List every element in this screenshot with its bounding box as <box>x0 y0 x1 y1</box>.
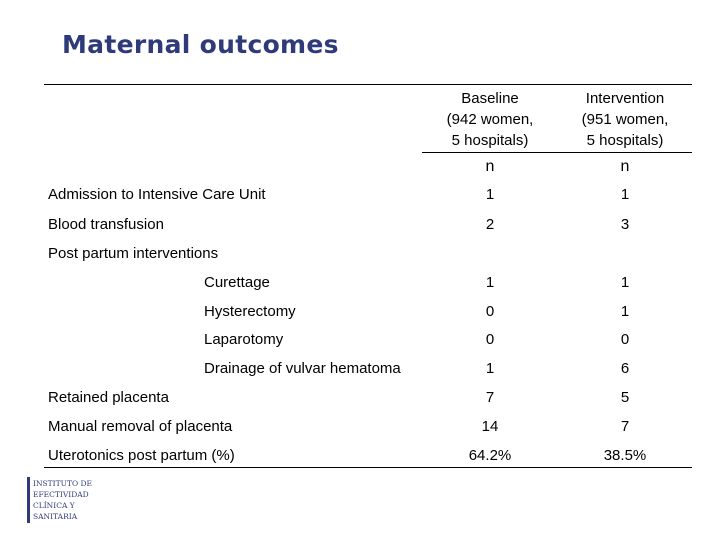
row-label: Blood transfusion <box>48 216 164 233</box>
row-label: Manual removal of placenta <box>48 418 233 435</box>
column-header-baseline <box>430 88 550 151</box>
table-row <box>0 331 720 353</box>
table-row <box>0 303 720 325</box>
svg-text:EFECTIVIDAD: EFECTIVIDAD <box>33 490 89 499</box>
row-label: Laparotomy <box>204 331 284 348</box>
table-row <box>0 216 720 238</box>
intervention-header-line2: (951 women, <box>581 111 669 128</box>
institute-logo <box>26 476 92 524</box>
row-label: Retained placenta <box>48 389 169 406</box>
baseline-value: 14 <box>481 418 499 435</box>
table-row <box>0 186 720 208</box>
intervention-value: 0 <box>620 331 630 348</box>
table-row <box>0 418 720 440</box>
baseline-header-line3: 5 hospitals) <box>451 132 529 149</box>
intervention-header-line3: 5 hospitals) <box>586 132 664 149</box>
baseline-header-line1: Baseline <box>461 90 519 107</box>
table-top-rule <box>44 84 692 85</box>
baseline-value: 2 <box>485 216 495 233</box>
row-label: Curettage <box>204 274 270 291</box>
baseline-value: 64.2% <box>468 447 512 464</box>
intervention-value: 7 <box>620 418 630 435</box>
table-row <box>0 360 720 382</box>
table-row <box>0 447 720 469</box>
table-bottom-rule <box>44 467 692 468</box>
column-header-intervention <box>565 88 685 151</box>
svg-text:SANITARIA: SANITARIA <box>33 512 78 521</box>
table-row <box>0 389 720 411</box>
intervention-value: 6 <box>620 360 630 377</box>
baseline-value: 1 <box>485 274 495 291</box>
baseline-value: 0 <box>485 331 495 348</box>
row-label: Hysterectomy <box>204 303 296 320</box>
intervention-value: 1 <box>620 274 630 291</box>
table-row <box>0 245 720 267</box>
page-title: Maternal outcomes <box>62 30 339 59</box>
baseline-value: 0 <box>485 303 495 320</box>
svg-text:INSTITUTO DE: INSTITUTO DE <box>33 479 92 488</box>
row-label: Drainage of vulvar hematoma <box>204 360 401 377</box>
table-row <box>0 274 720 296</box>
row-label: Post partum interventions <box>48 245 219 262</box>
baseline-n-label: n <box>485 158 495 175</box>
intervention-value: 3 <box>620 216 630 233</box>
intervention-value: 1 <box>620 303 630 320</box>
intervention-value: 1 <box>620 186 630 203</box>
row-label: Uterotonics post partum (%) <box>48 447 235 464</box>
baseline-value: 1 <box>485 186 495 203</box>
intervention-header-line1: Intervention <box>585 90 665 107</box>
svg-text:CLÍNICA Y: CLÍNICA Y <box>33 501 75 510</box>
intervention-value: 38.5% <box>603 447 647 464</box>
row-label: Admission to Intensive Care Unit <box>48 186 266 203</box>
baseline-value: 1 <box>485 360 495 377</box>
intervention-value: 5 <box>620 389 630 406</box>
baseline-value: 7 <box>485 389 495 406</box>
intervention-n-label: n <box>620 158 630 175</box>
header-rule <box>422 152 692 153</box>
baseline-header-line2: (942 women, <box>446 111 534 128</box>
